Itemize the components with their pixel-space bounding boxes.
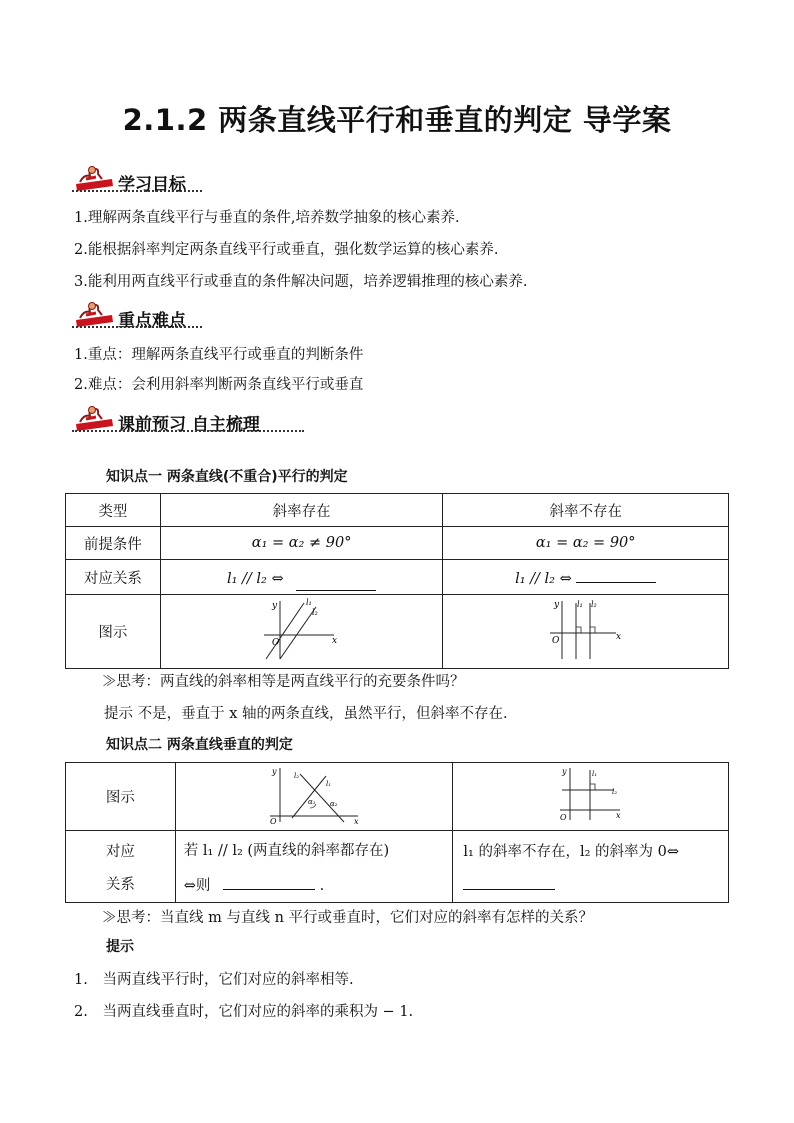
knowledge-point-2-heading: 知识点二 两条直线垂直的判定 (106, 737, 293, 753)
x-axis-label: x (354, 816, 359, 826)
x-axis-label: x (331, 635, 337, 646)
goal-line-2: 2.能根据斜率判定两条直线平行或垂直，强化数学运算的核心素养. (74, 242, 499, 258)
hint-text: 当两直线平行时，它们对应的斜率相等. (102, 972, 354, 988)
l1-label: l₁ (305, 597, 312, 607)
x-axis-label: x (615, 631, 621, 642)
condition-slope-not-exist: α₁ = α₂ = 90° (443, 527, 729, 560)
l1-label: l₁ (326, 779, 332, 788)
think-question-2: ≫思考：当直线 m 与直线 n 平行或垂直时，它们对应的斜率有怎样的关系？ (102, 910, 594, 926)
alpha2-label: α₂ (330, 799, 338, 808)
x-axis-label: x (615, 810, 621, 820)
think-question-1: ≫思考：两直线的斜率相等是两直线平行的充要条件吗？ (102, 674, 465, 690)
section-title: 学习目标 (118, 175, 186, 195)
hint-label: 提示 (106, 939, 134, 955)
relation-slopes-exist: 若 l₁ // l₂ (两直线的斜率都存在) ⇔则 . (175, 831, 453, 903)
y-axis-label: y (553, 599, 559, 610)
hint-item-1 (74, 968, 354, 989)
hint-number: 2. (74, 1004, 88, 1020)
answer-blank[interactable] (296, 576, 376, 591)
perpendicular-criteria-table (65, 762, 729, 903)
relation-condition: 若 l₁ // l₂ (两直线的斜率都存在) (183, 842, 390, 859)
relation-condition: l₁ 的斜率不存在，l₂ 的斜率为 0⇔ (463, 843, 679, 860)
relation-label-line2: 关系 (105, 876, 135, 893)
l2-label: l₂ (611, 787, 617, 796)
section-title: 重点难点 (118, 311, 186, 331)
origin-label: O (271, 637, 280, 648)
knowledge-point-1-heading: 知识点一 两条直线(不重合)平行的判定 (106, 469, 348, 485)
diagram-parallel-vertical (443, 595, 729, 669)
relation-text: l₁ // l₂ ⇔ (226, 570, 284, 587)
answer-blank[interactable] (576, 568, 656, 583)
hint-number: 1. (74, 972, 88, 988)
axis-aligned-lines-diagram (556, 764, 626, 826)
l2-label: l₂ (311, 607, 318, 617)
y-axis-label: y (271, 600, 277, 611)
key-point-2: 2.难点：会利用斜率判断两条直线平行或垂直 (74, 377, 364, 393)
section-title: 课前预习 自主梳理 (118, 415, 260, 435)
hint-1: 提示 不是，垂直于 x 轴的两条直线，虽然平行，但斜率不存在. (104, 706, 508, 722)
diagram-parallel-slanted (160, 595, 443, 669)
header-slope-exists: 斜率存在 (160, 494, 443, 527)
header-type: 类型 (66, 494, 161, 527)
y-axis-label: y (561, 766, 567, 776)
row-label-relation: 对应关系 (66, 560, 161, 595)
l1-label: l₁ (576, 599, 583, 609)
condition-slope-exists: α₁ = α₂ ≠ 90° (160, 527, 443, 560)
diagram-perpendicular-axes (453, 763, 729, 831)
answer-blank[interactable] (223, 875, 315, 890)
relation-slope-not-exist (443, 560, 729, 595)
answer-blank[interactable] (463, 875, 555, 890)
vertical-lines-diagram (546, 597, 626, 663)
l1-label: l₁ (591, 769, 597, 778)
row-label-relation (66, 831, 176, 903)
parallel-lines-diagram (262, 597, 342, 663)
diagram-perpendicular-slanted (175, 763, 453, 831)
origin-label: O (551, 635, 560, 646)
relation-slope-exists (160, 560, 443, 595)
hint-item-2 (74, 1000, 413, 1021)
key-point-1: 1.重点：理解两条直线平行或垂直的判断条件 (74, 347, 364, 363)
parallel-criteria-table (65, 493, 729, 669)
relation-label-line1: 对应 (105, 843, 135, 860)
goal-line-3: 3.能利用两直线平行或垂直的条件解决问题，培养逻辑推理的核心素养. (74, 274, 528, 290)
relation-text: l₁ // l₂ ⇔ (515, 570, 572, 587)
alpha1-label: α₁ (308, 797, 316, 806)
goal-line-1: 1.理解两条直线平行与垂直的条件,培养数学抽象的核心素养. (74, 210, 460, 226)
relation-slope-not-exist (453, 831, 729, 903)
l2-label: l₂ (294, 771, 300, 780)
row-label-diagram: 图示 (66, 595, 161, 669)
origin-label: O (559, 812, 567, 822)
l2-label: l₂ (590, 599, 597, 609)
origin-label: O (270, 816, 277, 826)
row-label-condition: 前提条件 (66, 527, 161, 560)
row-label-diagram: 图示 (66, 763, 176, 831)
header-slope-not-exist: 斜率不存在 (443, 494, 729, 527)
hint-text: 当两直线垂直时，它们对应的斜率的乘积为 − 1. (102, 1004, 414, 1020)
perpendicular-lines-diagram (266, 764, 362, 826)
page-title: 2.1.2 两条直线平行和垂直的判定 导学案 (122, 103, 672, 137)
relation-then: ⇔则 (183, 877, 211, 894)
y-axis-label: y (272, 766, 277, 776)
